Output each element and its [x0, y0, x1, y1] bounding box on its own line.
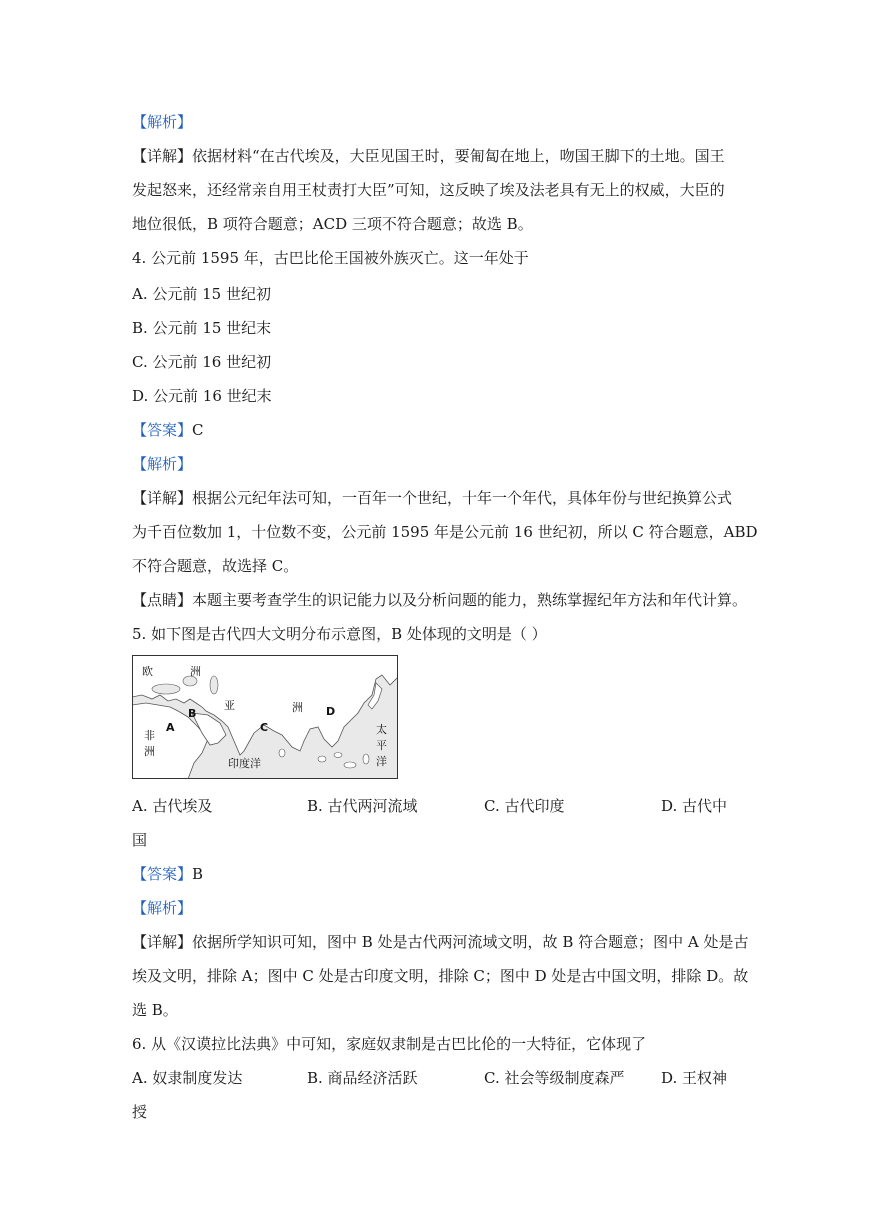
map-caspian-sea	[210, 676, 218, 694]
map-marker-a: A	[166, 721, 175, 734]
map-island-4	[318, 756, 326, 762]
q4-answer	[132, 420, 204, 440]
map-island-2	[334, 753, 342, 758]
q4-detail-line-3: 不符合题意，故选择 C。	[132, 557, 299, 575]
q4-analysis-label: 【解析】	[132, 455, 193, 473]
q3-analysis-label: 【解析】	[132, 113, 193, 131]
q5-detail-line-1: 【详解】依据所学知识可知，图中 B 处是古代两河流域文明，故 B 符合题意；图中 A 处是古	[132, 933, 749, 951]
q5-stem: 5. 如下图是古代四大文明分布示意图，B 处体现的文明是（ ）	[132, 625, 547, 643]
answer-value: B	[192, 865, 204, 883]
q3-detail-line-2: 发起怒来，还经常亲自用王杖责打大臣”可知，这反映了埃及法老具有无上的权威，大臣的	[132, 181, 725, 199]
map-label-indian-ocean: 印度洋	[228, 757, 261, 770]
q5-detail-line-2: 埃及文明，排除 A；图中 C 处是古印度文明，排除 C；图中 D 处是古中国文明，排除 D。故	[132, 967, 749, 985]
map-label-africa-2: 洲	[144, 745, 155, 758]
q5-analysis-label: 【解析】	[132, 899, 193, 917]
map-label-pacific-1: 太	[376, 723, 387, 736]
q6-option-d: D. 王权神	[661, 1069, 728, 1087]
q4-key-point: 【点睛】本题主要考查学生的识记能力以及分析问题的能力，熟练掌握纪年方法和年代计算。	[132, 591, 748, 609]
q4-stem: 4. 公元前 1595 年，古巴比伦王国被外族灭亡。这一年处于	[132, 249, 529, 267]
q4-option-d: D. 公元前 16 世纪末	[132, 387, 272, 405]
q5-answer	[132, 864, 203, 884]
q3-detail-line-3: 地位很低，B 项符合题意；ACD 三项不符合题意；故选 B。	[132, 215, 533, 233]
q5-detail-line-3: 选 B。	[132, 1001, 178, 1019]
q6-option-b: B. 商品经济活跃	[307, 1069, 418, 1087]
ancient-civilizations-map	[132, 655, 398, 779]
map-island-1	[344, 762, 356, 768]
q4-detail-line-2: 为千百位数加 1，十位数不变，公元前 1595 年是公元前 16 世纪初，所以 C 符合题意，ABD	[132, 523, 758, 541]
q5-option-d-continued: 国	[132, 831, 148, 849]
map-label-asia-1: 亚	[224, 699, 235, 712]
map-label-pacific-3: 洋	[376, 755, 387, 768]
map-mediterranean	[152, 684, 180, 694]
q5-option-c: C. 古代印度	[484, 797, 565, 815]
q5-option-b: B. 古代两河流域	[307, 797, 418, 815]
map-label-pacific-2: 平	[376, 739, 387, 752]
map-label-africa-1: 非	[144, 729, 155, 742]
q3-detail-line-1: 【详解】依据材料“在古代埃及，大臣见国王时，要匍匐在地上，吻国王脚下的土地。国王	[132, 147, 725, 165]
map-label-asia-2: 洲	[292, 701, 303, 714]
map-marker-d: D	[326, 705, 336, 718]
q6-option-a: A. 奴隶制度发达	[132, 1069, 243, 1087]
q4-detail-line-1: 【详解】根据公元纪年法可知，一百年一个世纪，十年一个年代，具体年份与世纪换算公式	[132, 489, 733, 507]
q6-option-c: C. 社会等级制度森严	[484, 1069, 625, 1087]
map-sri-lanka	[279, 749, 285, 757]
answer-label: 【答案】	[132, 421, 193, 439]
q4-option-c: C. 公元前 16 世纪初	[132, 353, 272, 371]
map-marker-c: C	[260, 721, 269, 734]
q6-option-d-continued: 授	[132, 1103, 148, 1121]
q4-option-b: B. 公元前 15 世纪末	[132, 319, 272, 337]
answer-label: 【答案】	[132, 865, 193, 883]
q5-option-a: A. 古代埃及	[132, 797, 213, 815]
answer-value: C	[192, 421, 204, 439]
map-label-europe-1: 欧	[142, 665, 153, 678]
map-label-europe-2: 洲	[190, 665, 201, 678]
q6-stem: 6. 从《汉谟拉比法典》中可知，家庭奴隶制是古巴比伦的一大特征，它体现了	[132, 1035, 647, 1053]
map-island-3	[363, 754, 369, 764]
q4-option-a: A. 公元前 15 世纪初	[132, 285, 271, 303]
map-marker-b: B	[188, 707, 197, 720]
q5-option-d: D. 古代中	[661, 797, 728, 815]
